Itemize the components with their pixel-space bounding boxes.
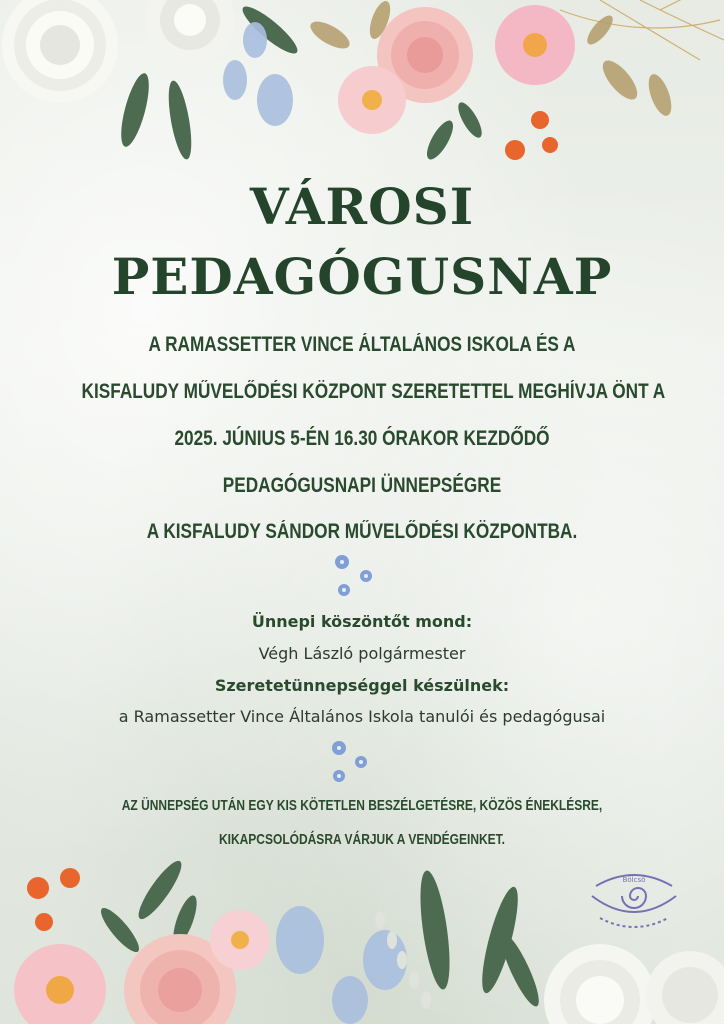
page-title-line-2: PEDAGÓGUSNAP — [111, 247, 613, 306]
invitation-line: A KISFALUDY SÁNDOR MŰVELŐDÉSI KÖZPONTBA. — [146, 520, 578, 543]
forget-me-not-icon — [328, 552, 378, 600]
performers-text: a Ramassetter Vince Általános Iskola tanulói és pedagógusai — [118, 707, 606, 726]
top-floral-decoration — [0, 0, 724, 170]
invitation-line: A RAMASSETTER VINCE ÁLTALÁNOS ISKOLA ÉS A — [148, 333, 576, 356]
bottom-floral-decoration — [0, 850, 724, 1024]
page-title-line-1: VÁROSI — [249, 177, 475, 236]
forget-me-not-icon — [325, 738, 375, 786]
greeting-speaker: Végh László polgármester — [258, 644, 466, 663]
closing-line: KIKAPCSOLÓDÁSRA VÁRJUK A VENDÉGEINKET. — [218, 831, 506, 848]
performers-label: Szeretetünnepséggel készülnek: — [214, 676, 510, 695]
invitation-line: 2025. JÚNIUS 5-ÉN 16.30 ÓRAKOR KEZDŐDŐ — [174, 427, 550, 450]
invitation-line: PEDAGÓGUSNAPI ÜNNEPSÉGRE — [222, 474, 502, 497]
closing-line: AZ ÜNNEPSÉG UTÁN EGY KIS KÖTETLEN BESZÉLGETÉSRE, KÖZÖS ÉNEKLÉSRE, — [121, 797, 603, 814]
logo-text: Bölcső — [622, 876, 646, 884]
greeting-label: Ünnepi köszöntőt mond: — [251, 612, 473, 631]
invitation-line: KISFALUDY MŰVELŐDÉSI KÖZPONT SZERETETTEL MEGHÍVJA ÖNT A — [81, 380, 666, 403]
